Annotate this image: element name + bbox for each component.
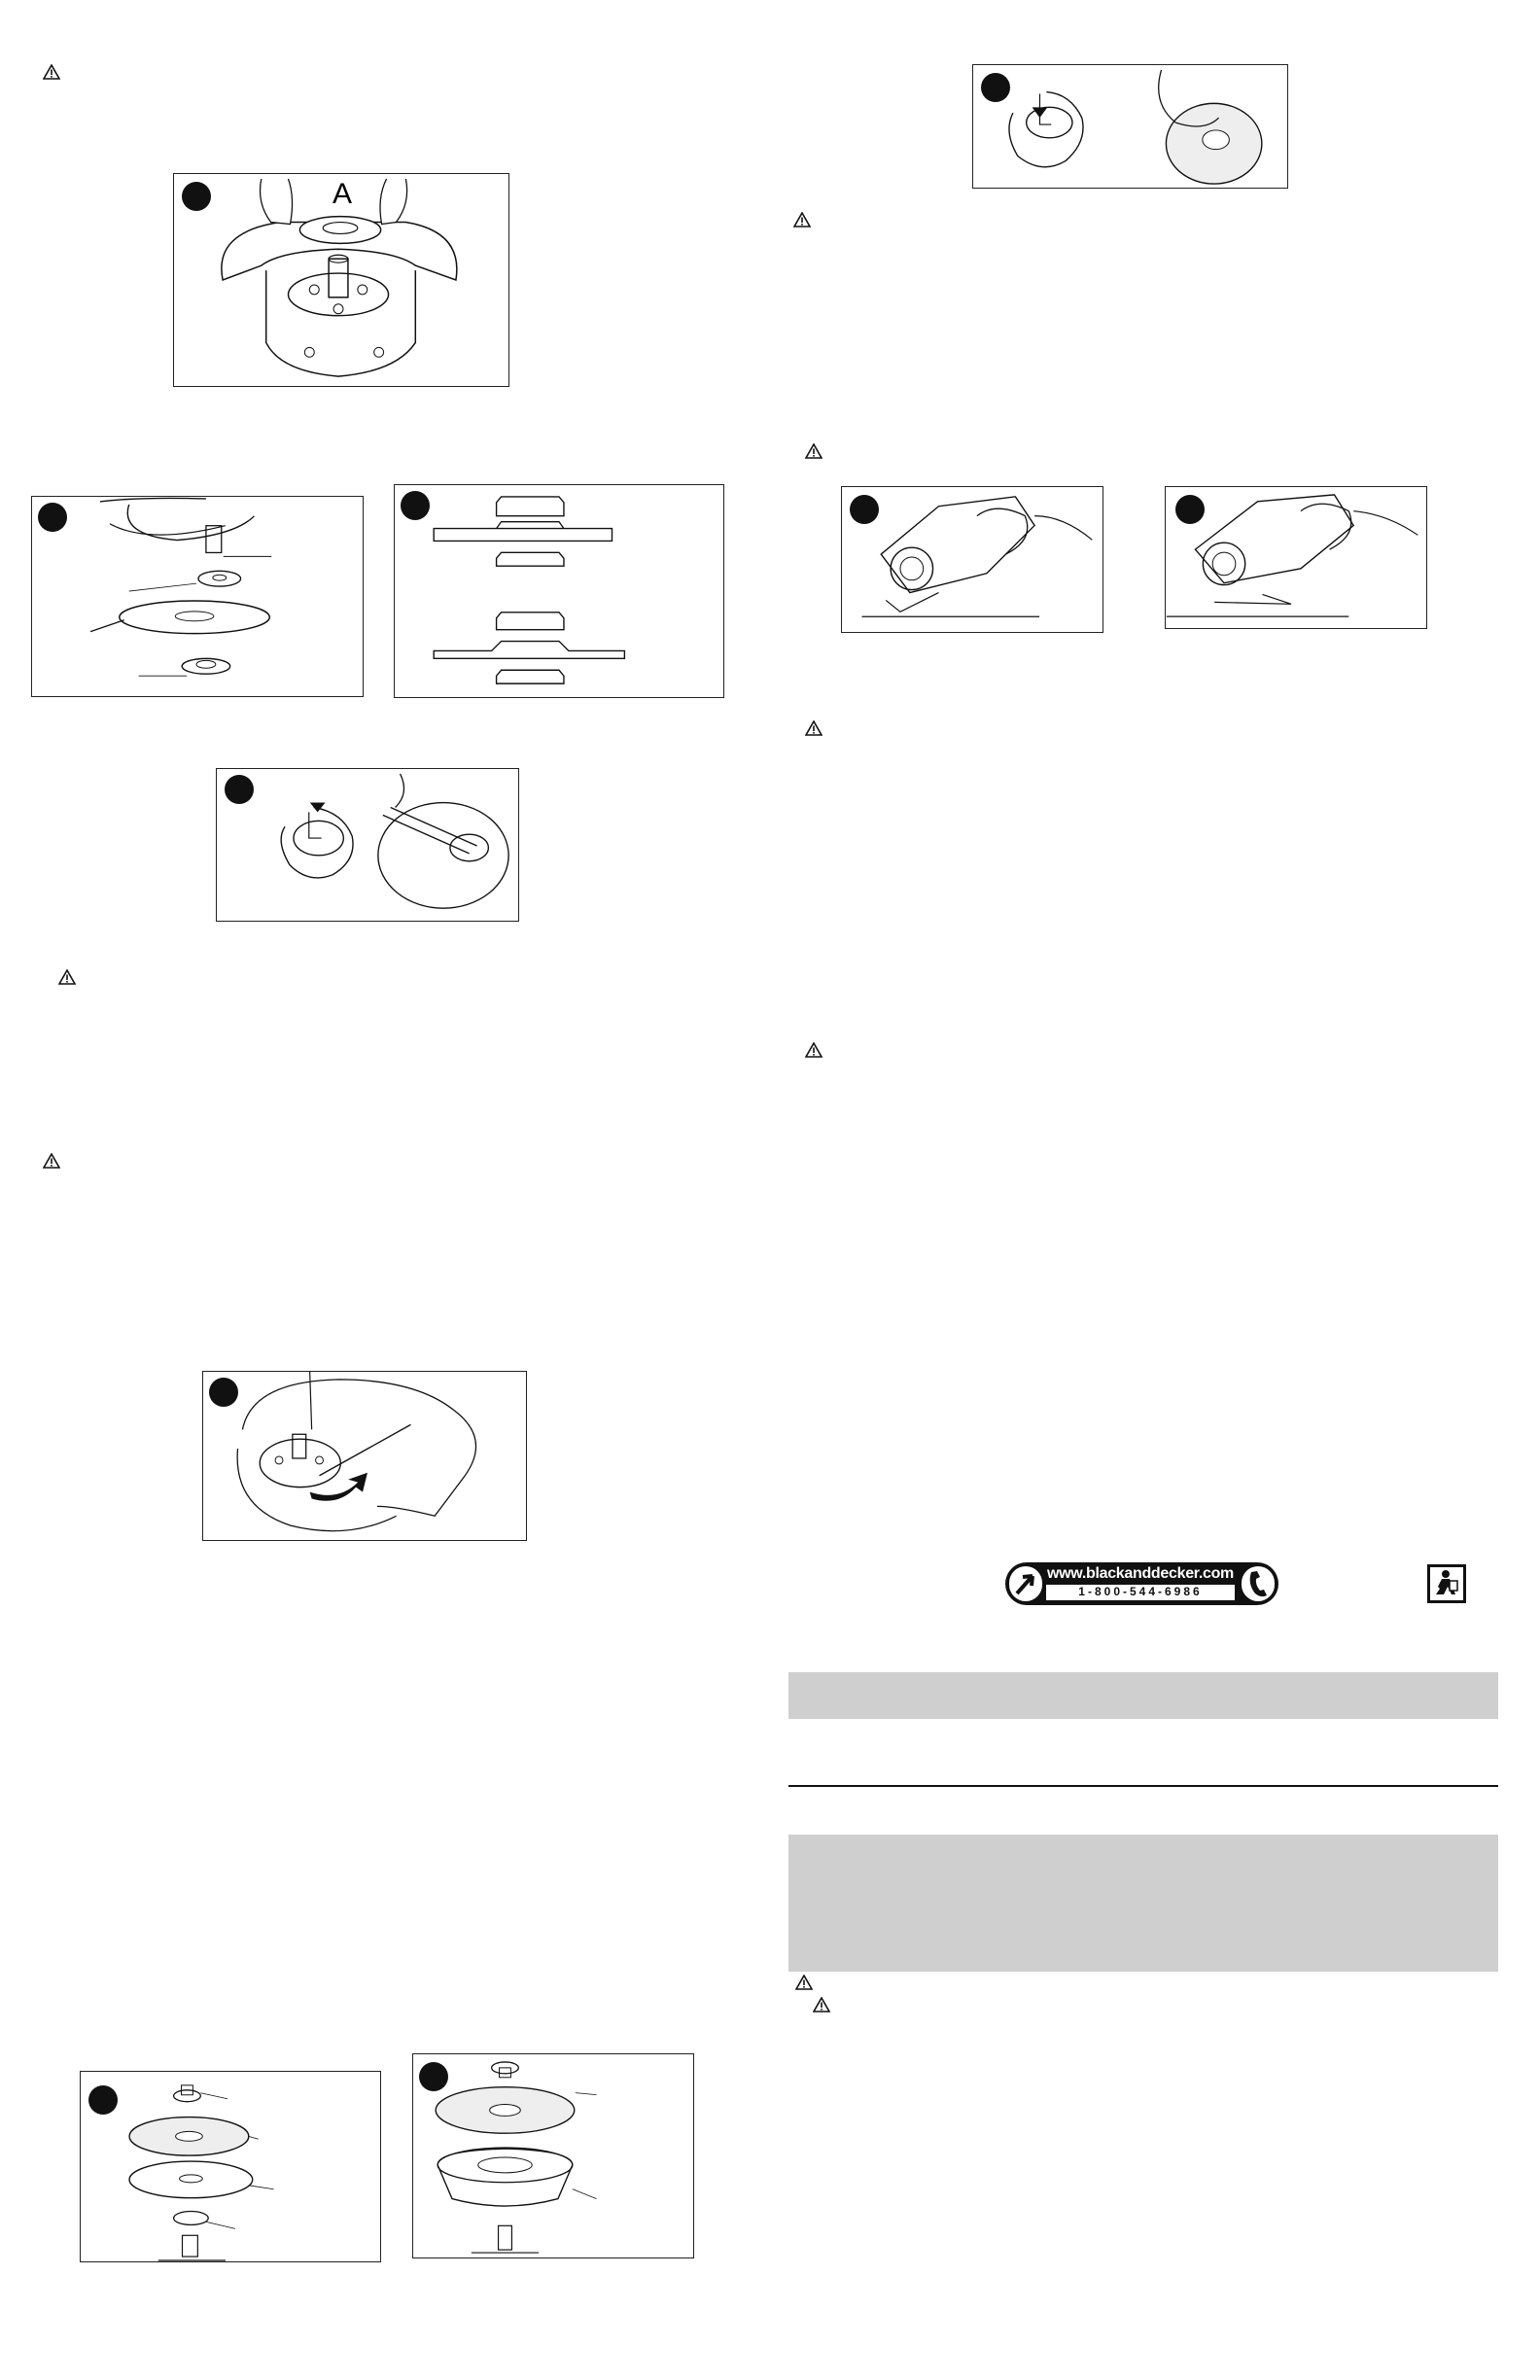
figure-grinding-angle-flat xyxy=(1165,486,1427,629)
figure-flange-install xyxy=(173,173,509,387)
warning-icon xyxy=(805,720,822,736)
figure-guard-adjustment xyxy=(202,1371,527,1541)
callout-label-a: A xyxy=(332,178,353,210)
figure-spindle-lock-disc xyxy=(972,64,1288,189)
warning-icon xyxy=(813,1997,830,2012)
figure-grinding-angle-edge xyxy=(841,486,1103,633)
phone-number: 1-800-544-6986 xyxy=(1078,1585,1203,1598)
warning-icon xyxy=(43,64,60,80)
figure-sanding-disc-assembly xyxy=(80,2071,381,2262)
warning-icon xyxy=(805,1042,822,1058)
instruction-manual-icon xyxy=(1427,1564,1466,1603)
section-header-box xyxy=(788,1835,1498,1972)
figure-backing-pad-assembly xyxy=(412,2053,694,2258)
arrow-cursor-icon xyxy=(1009,1566,1042,1601)
warning-icon xyxy=(43,1153,60,1169)
section-divider xyxy=(788,1785,1498,1787)
figure-spindle-lock-wrench xyxy=(216,768,519,922)
warning-icon xyxy=(805,443,822,459)
warning-icon xyxy=(58,969,76,985)
warning-icon xyxy=(793,212,811,228)
website-url: www.blackanddecker.com xyxy=(1046,1565,1234,1582)
figure-wheel-assembly xyxy=(31,496,364,697)
warning-icon xyxy=(795,1975,813,1990)
phone-icon xyxy=(1242,1566,1275,1601)
section-header-bar xyxy=(788,1672,1498,1719)
blackanddecker-contact-logo xyxy=(1005,1562,1278,1605)
figure-flange-orientation xyxy=(394,484,724,698)
